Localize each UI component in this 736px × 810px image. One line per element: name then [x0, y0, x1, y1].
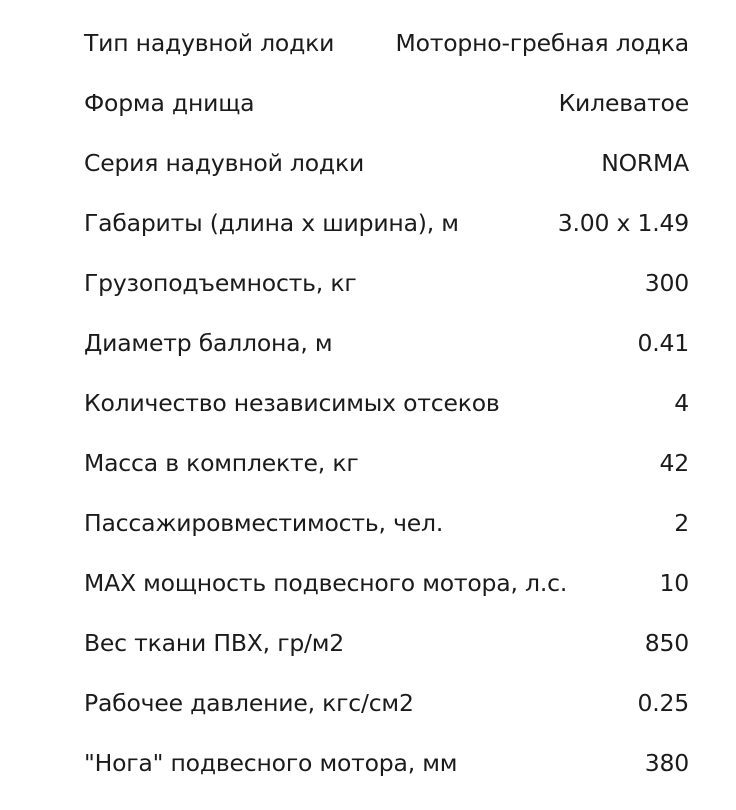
- spec-value: 850: [644, 629, 689, 657]
- spec-row-working-pressure: [84, 673, 689, 733]
- spec-label: Масса в комплекте, кг: [84, 449, 359, 477]
- spec-value: 0.25: [637, 689, 689, 717]
- spec-row-passengers: [84, 493, 689, 553]
- spec-label: Форма днища: [84, 89, 255, 117]
- spec-value: 0.41: [637, 329, 689, 357]
- spec-label: "Нога" подвесного мотора, мм: [84, 749, 458, 777]
- spec-row-motor-shaft: [84, 733, 689, 793]
- spec-label: Диаметр баллона, м: [84, 329, 333, 357]
- spec-value: NORMA: [601, 149, 689, 177]
- spec-row-pvc-weight: [84, 613, 689, 673]
- spec-label: MAX мощность подвесного мотора, л.с.: [84, 569, 568, 597]
- spec-value: 10: [659, 569, 689, 597]
- spec-row-max-motor-power: [84, 553, 689, 613]
- spec-label: Пассажировместимость, чел.: [84, 509, 444, 537]
- spec-label: Серия надувной лодки: [84, 149, 365, 177]
- spec-row-load-capacity: [84, 253, 689, 313]
- spec-row-dimensions: [84, 193, 689, 253]
- spec-label: Габариты (длина х ширина), м: [84, 209, 459, 237]
- spec-row-boat-type: [84, 13, 689, 73]
- spec-label: Вес ткани ПВХ, гр/м2: [84, 629, 345, 657]
- spec-value: 2: [674, 509, 689, 537]
- spec-label: Количество независимых отсеков: [84, 389, 500, 417]
- spec-value: Моторно-гребная лодка: [395, 29, 689, 57]
- spec-value: 300: [644, 269, 689, 297]
- spec-label: Рабочее давление, кгс/см2: [84, 689, 414, 717]
- spec-value: 380: [644, 749, 689, 777]
- spec-row-tube-diameter: [84, 313, 689, 373]
- spec-row-series: [84, 133, 689, 193]
- spec-value: 42: [659, 449, 689, 477]
- spec-value: 4: [674, 389, 689, 417]
- spec-row-compartments: [84, 373, 689, 433]
- spec-label: Грузоподъемность, кг: [84, 269, 357, 297]
- spec-row-weight: [84, 433, 689, 493]
- spec-row-hull-shape: [84, 73, 689, 133]
- spec-value: Килеватое: [558, 89, 689, 117]
- specs-table: [84, 13, 689, 793]
- spec-label: Тип надувной лодки: [84, 29, 335, 57]
- spec-value: 3.00 x 1.49: [557, 209, 689, 237]
